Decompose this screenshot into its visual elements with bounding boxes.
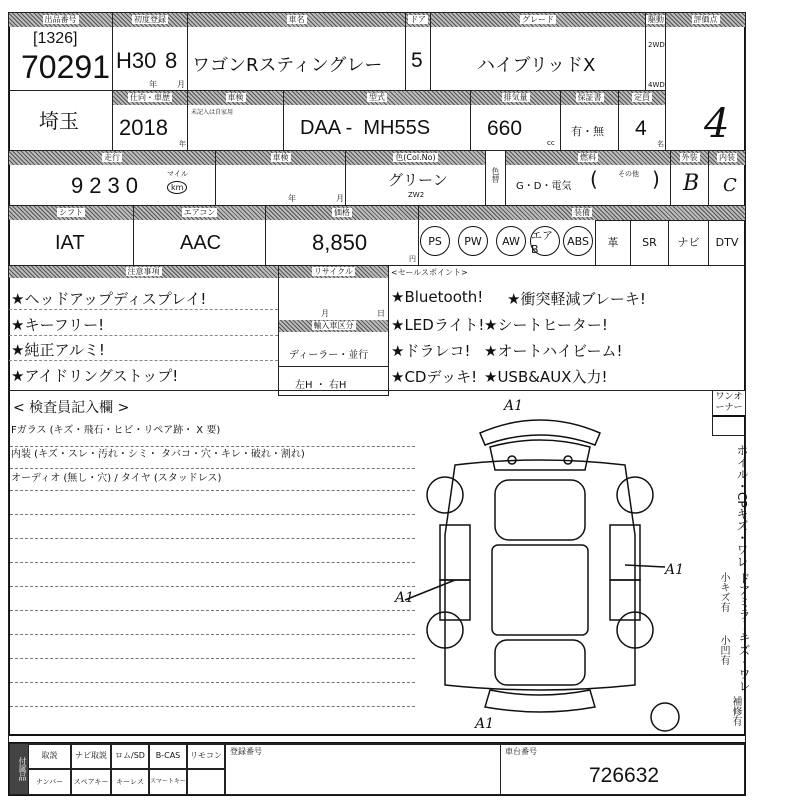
first-reg-cell: 初度登録 H30 8 年 月	[112, 12, 188, 91]
price-cell: 価格 8,850 円	[265, 205, 419, 266]
note-item: ★ヘッドアップディスプレイ!	[11, 290, 207, 308]
notes-cell: 注意事項 ★ヘッドアップディスプレイ! ★キーフリー! ★純正アルミ! ★アイドリングストップ!	[8, 265, 279, 391]
lot-cell	[8, 12, 113, 91]
aircon: AAC	[180, 232, 222, 254]
note-item: ★アイドリングストップ!	[11, 367, 179, 385]
drive-4wd: 4WD	[648, 81, 665, 89]
wheel-damage-note: ホイル・CPキズ・ワレ	[735, 444, 749, 568]
accessories-grid	[28, 743, 225, 795]
accessory-empty	[187, 769, 225, 795]
inspection-cell: 車検 未記入は自家用	[187, 90, 284, 151]
inspection-month-unit: 月	[336, 194, 344, 203]
shift: IAT	[55, 232, 85, 254]
color-name: グリーン	[388, 171, 448, 189]
hood	[490, 440, 590, 470]
chassis-number: 726632	[589, 764, 660, 787]
score-cell: 評価点 4	[665, 12, 746, 151]
inspector-line-glass: Fガラス (キズ・飛石・ヒビ・リペア跡・ X 要)	[11, 425, 221, 436]
displacement-cell: 排気量 660 cc	[470, 90, 561, 151]
fuel-paren-open: (	[590, 167, 598, 191]
interior-cell: 内装 C	[708, 150, 746, 206]
displacement: 660	[487, 117, 523, 140]
price-unit: 円	[409, 255, 416, 263]
roof	[492, 545, 588, 635]
accessory-rom-sd: ロム/SD	[111, 743, 149, 769]
sales-point: ★Bluetooth!	[391, 288, 484, 306]
damage-mark-right: A1	[665, 562, 685, 578]
equip-navi: ナビ	[668, 220, 709, 266]
interior-grade: C	[723, 175, 737, 196]
door-cell: ドア 5	[405, 12, 431, 91]
fuel-cell: 燃料 G・D・電気 ( その他 )	[505, 150, 671, 206]
exterior-cell: 外装 B	[670, 150, 709, 206]
drive-2wd: 2WD	[648, 41, 665, 49]
car-name-cell: 車名 ワゴンRスティングレー	[187, 12, 406, 91]
month-label: 月	[321, 309, 329, 318]
damage-mark-left: A1	[395, 590, 415, 606]
inspection-year-unit: 年	[288, 194, 296, 203]
one-owner-header: ワンオーナー	[713, 391, 745, 417]
lot-number: 70291	[21, 49, 110, 85]
venue-code: [1326]	[33, 30, 78, 47]
front-bumper	[480, 420, 600, 445]
accessory-manual: 取説	[28, 743, 71, 769]
windshield	[495, 480, 585, 540]
accessories-label: 付属品	[9, 743, 29, 795]
history-cell: 仕向・車歴 2018 年	[112, 90, 188, 151]
spare-circle	[651, 703, 679, 731]
equip-dtv: DTV	[708, 220, 746, 266]
equipment-cell: 装備	[418, 205, 746, 266]
sales-points-cell	[388, 265, 746, 391]
note-item: ★キーフリー!	[11, 316, 105, 334]
equip-abs: ABS	[563, 226, 593, 256]
damage-mark-rear: A1	[475, 716, 495, 732]
drive-cell: 駆動 2WD 4WD	[645, 12, 666, 91]
accessory-navi-manual: ナビ取説	[71, 743, 111, 769]
minor-scratch-note: 小キズ有	[718, 572, 729, 612]
chassis-label: 車台番号	[505, 747, 537, 756]
inspector-title: < 検査員記入欄 >	[13, 400, 130, 416]
first-reg-month: 8	[165, 48, 178, 73]
sales-point: ★オートハイビーム!	[484, 342, 623, 360]
capacity-unit: 名	[657, 140, 664, 148]
handle-side: 左H ・ 右H	[295, 380, 347, 391]
sales-points-header: <セールスポイント>	[391, 268, 468, 277]
grade: ハイブリッドX	[477, 55, 596, 76]
wheel-front-right	[617, 477, 653, 513]
chassis-cell	[500, 743, 745, 795]
mileage-digits: 9230	[71, 173, 144, 198]
inspection-note: 未記入は自家用	[191, 109, 234, 116]
grade-cell: グレード ハイブリッドX	[430, 12, 646, 91]
fuel-paren-close: )	[652, 167, 660, 191]
sales-point: ★衝突軽減ブレーキ!	[507, 290, 646, 308]
aircon-cell: エアコン AAC	[133, 205, 266, 266]
month-unit: 月	[177, 80, 185, 89]
accessory-plate: ナンバー	[28, 769, 71, 795]
first-reg-era-year: H30	[116, 48, 157, 73]
capacity-cell: 定員 4 名	[618, 90, 666, 151]
mileage-cell: 走行 9230 マイル km	[8, 150, 216, 206]
lot-header: 出品番号	[9, 13, 112, 27]
equip-sunroof: SR	[630, 220, 669, 266]
equip-airbag: エアB	[530, 226, 560, 256]
sales-point: ★USB&AUX入力!	[484, 368, 608, 386]
equip-ps: PS	[420, 226, 450, 256]
rear-bumper	[485, 690, 595, 712]
rear-window	[495, 640, 585, 685]
score-value: 4	[704, 101, 730, 147]
sales-point: ★LEDライト!	[391, 316, 485, 334]
shift-cell: シフト IAT	[8, 205, 134, 266]
warranty-cell: 保証書 有・無	[560, 90, 619, 151]
day-label: 日	[377, 309, 385, 318]
prefecture: 埼玉	[39, 109, 79, 133]
displacement-unit: cc	[547, 139, 555, 147]
equip-pw: PW	[458, 226, 488, 256]
color-code: ZW2	[408, 191, 425, 199]
exterior-grade: B	[683, 171, 700, 196]
accessory-bcas: B-CAS	[149, 743, 187, 769]
price: 8,850	[312, 230, 368, 255]
equip-leather: 革	[595, 220, 631, 266]
accessory-smart-key: スマートキー	[149, 769, 187, 795]
damage-mark-front: A1	[504, 398, 524, 414]
model-year: 2018	[119, 115, 168, 140]
registration-label: 登録番号	[230, 747, 262, 756]
repair-note: 補修有	[730, 696, 741, 726]
color-cell: 色(Col.No) グリーン ZW2	[345, 150, 486, 206]
model-year-unit: 年	[179, 140, 186, 148]
one-owner-box	[712, 390, 746, 436]
fuel-types: G・D・電気	[516, 181, 572, 192]
mileage-unit-km: km	[167, 181, 187, 194]
fuel-other: その他	[618, 170, 639, 178]
door-mirror-damage-note: ドアミラーキズ・ワレ	[737, 572, 751, 692]
accessory-spare-key: スペアキー	[71, 769, 111, 795]
minor-dent-note: 小凹有	[718, 635, 729, 665]
note-item: ★純正アルミ!	[11, 341, 105, 359]
model-cell: 型式 DAA - MH55S	[283, 90, 471, 151]
sales-point: ★シートヒーター!	[484, 316, 608, 334]
year-unit: 年	[149, 80, 157, 89]
warranty: 有・無	[571, 125, 604, 138]
inspector-line-interior: 内装 (キズ・スレ・汚れ・シミ・ タバコ・穴・キレ・破れ・割れ)	[11, 449, 305, 460]
sales-point: ★ドラレコ!	[391, 342, 471, 360]
door-count: 5	[411, 49, 423, 72]
inspector-line-audio-tire: オーディオ (無し・穴) / タイヤ (スタッドレス)	[11, 473, 222, 484]
wheel-front-left	[427, 477, 463, 513]
car-diagram	[400, 395, 710, 740]
sales-point: ★CDデッキ!	[391, 368, 478, 386]
car-name: ワゴンRスティングレー	[192, 55, 383, 76]
body-outline	[445, 460, 635, 690]
model-code: DAA - MH55S	[300, 117, 431, 139]
dealer-import: ディーラー・並行	[289, 350, 369, 361]
accessory-keyless: キーレス	[111, 769, 149, 795]
color-change: 色替	[491, 167, 500, 183]
accessory-remote: リモコン	[187, 743, 225, 769]
equip-aw: AW	[496, 226, 526, 256]
prefecture-cell	[8, 90, 113, 151]
inspection-date-cell: 車検 年 月	[215, 150, 346, 206]
capacity: 4	[635, 117, 647, 140]
color-change-cell	[485, 150, 506, 206]
recycle-box: リサイクル 月 日 輸入車区分 ディーラー・並行 左H ・ 右H	[278, 265, 389, 396]
annotation-line-right	[625, 565, 665, 567]
mileage-unit-mile: マイル	[167, 170, 188, 178]
registration-cell	[225, 743, 501, 795]
